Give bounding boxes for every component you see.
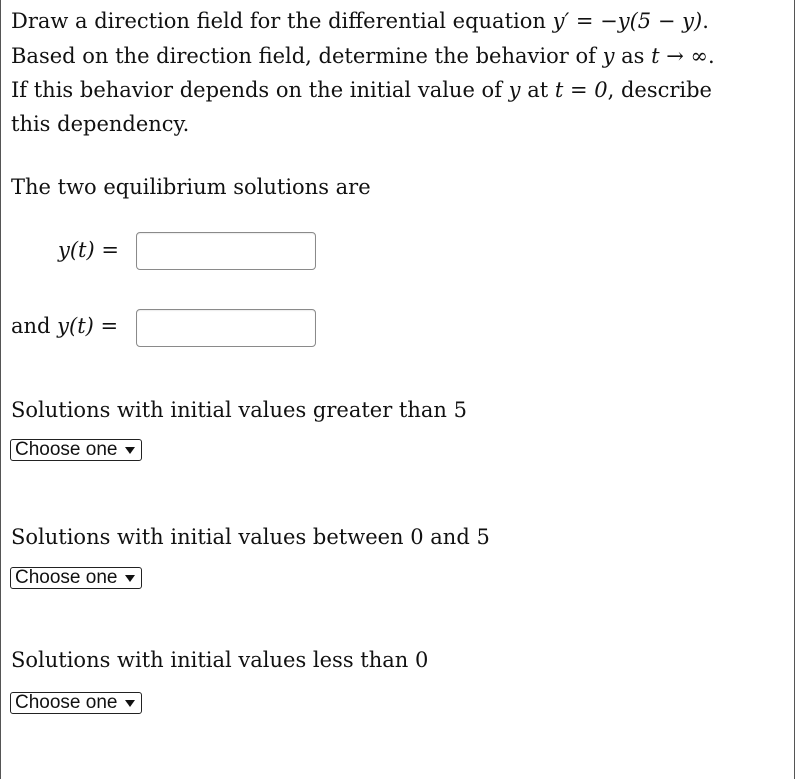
question-text: Draw a direction field for the differential equation bbox=[11, 9, 553, 33]
equilibrium-input-1[interactable] bbox=[136, 232, 316, 270]
initial-time: t = 0 bbox=[554, 78, 608, 102]
question-text: If this behavior depends on the initial value of bbox=[11, 78, 509, 102]
differential-equation: y′ = −y(5 − y) bbox=[552, 9, 703, 33]
section-prompt-less-than-0 bbox=[11, 650, 428, 671]
chevron-down-icon bbox=[125, 447, 135, 454]
equilibrium-function-label: y(t) = bbox=[57, 314, 119, 338]
question-text: this dependency. bbox=[11, 112, 190, 136]
section-prompt-greater-than-5 bbox=[11, 400, 467, 421]
dropdown-selected-value: Choose one bbox=[15, 567, 118, 588]
math-variable-y: y bbox=[602, 44, 615, 68]
dropdown-selected-value: Choose one bbox=[15, 439, 118, 460]
question-line-2 bbox=[11, 46, 715, 67]
question-line-1 bbox=[11, 11, 709, 32]
equilibrium-heading bbox=[11, 177, 371, 198]
section-prompt-between-0-and-5 bbox=[11, 527, 490, 548]
section-prompt-text: Solutions with initial values less than 0 bbox=[11, 648, 429, 672]
math-variable-y: y bbox=[508, 78, 521, 102]
question-text: Based on the direction field, determine the behavior of bbox=[11, 44, 603, 68]
chevron-down-icon bbox=[125, 700, 135, 707]
question-text: . bbox=[707, 44, 715, 68]
equilibrium-heading-text: The two equilibrium solutions are bbox=[11, 175, 371, 199]
dropdown-selected-value: Choose one bbox=[15, 692, 118, 713]
question-text: at bbox=[520, 78, 555, 102]
question-text: . bbox=[702, 9, 709, 33]
section-prompt-text: Solutions with initial values greater than 5 bbox=[11, 398, 467, 422]
question-text: , describe bbox=[607, 78, 712, 102]
dropdown-less-than-0[interactable] bbox=[10, 692, 142, 714]
question-line-4 bbox=[11, 114, 189, 135]
question-text: as bbox=[614, 44, 652, 68]
equilibrium-label-2 bbox=[11, 316, 118, 337]
dropdown-greater-than-5[interactable] bbox=[10, 439, 142, 461]
and-text: and bbox=[11, 314, 58, 338]
section-prompt-text: Solutions with initial values between 0 and 5 bbox=[11, 525, 490, 549]
chevron-down-icon bbox=[125, 575, 135, 582]
dropdown-between-0-and-5[interactable] bbox=[10, 567, 142, 589]
equilibrium-label-1: y(t) = bbox=[58, 238, 119, 262]
equilibrium-input-2[interactable] bbox=[136, 309, 316, 347]
limit-expression: t → ∞ bbox=[651, 44, 708, 68]
question-line-3 bbox=[11, 80, 712, 101]
